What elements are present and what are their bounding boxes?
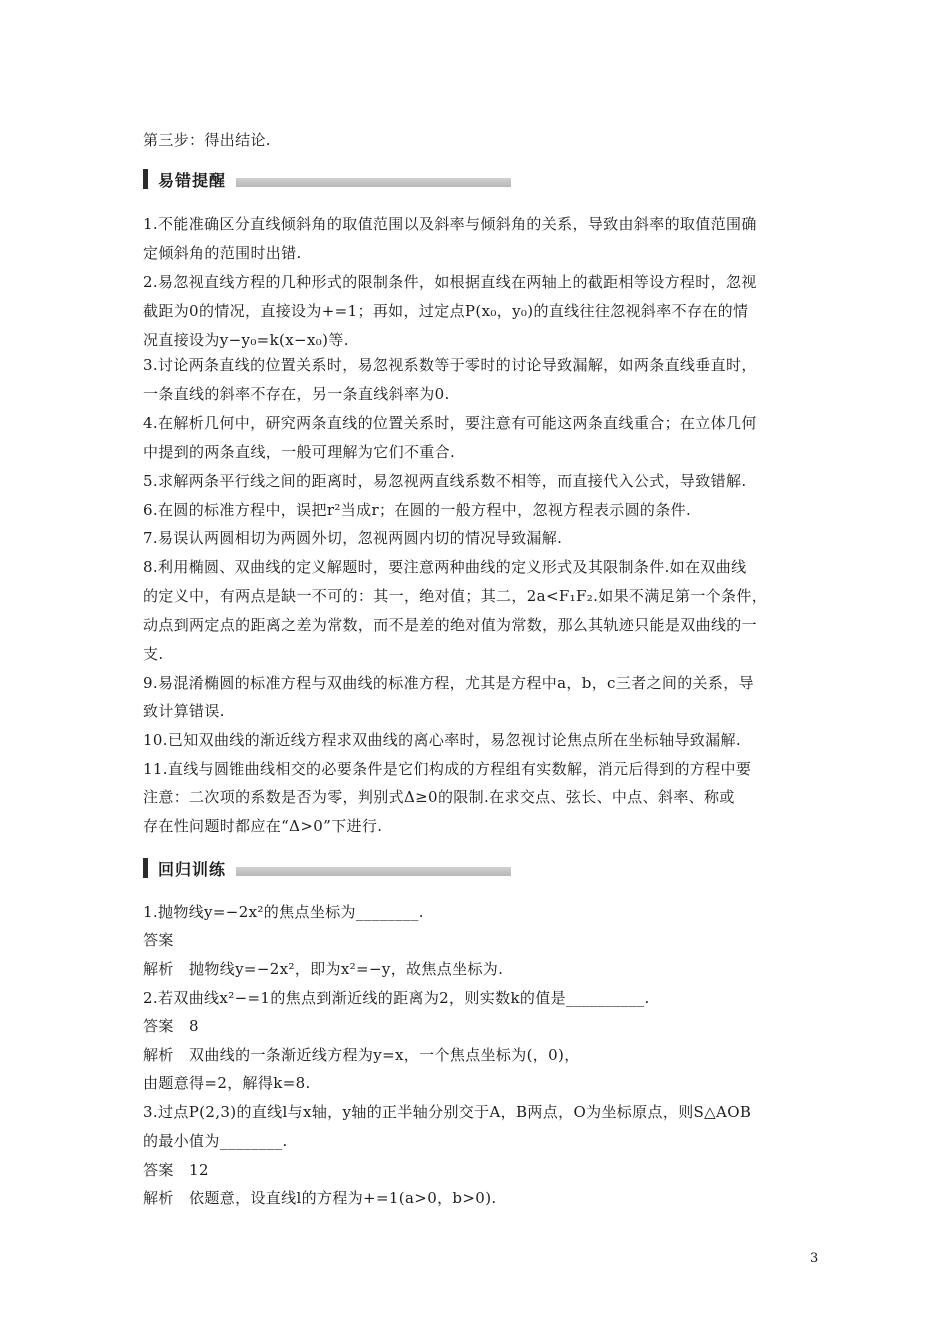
section-bar [143,169,148,189]
paragraph-line: 4.在解析几何中，研究两条直线的位置关系时，要注意有可能这两条直线重合；在立体几何 [143,414,757,432]
question-line: 3.过点P(2,3)的直线l与x轴，y轴的正半轴分别交于A，B两点，O为坐标原点，则S△AOB [143,1103,752,1121]
paragraph-line: 一条直线的斜率不存在，另一条直线斜率为0. [143,385,450,403]
paragraph-line: 1.不能准确区分直线倾斜角的取值范围以及斜率与倾斜角的关系，导致由斜率的取值范围确 [143,215,757,233]
paragraph-line: 11.直线与圆锥曲线相交的必要条件是它们构成的方程组有实数解，消元后得到的方程中要 [143,760,752,778]
question-line: 1.抛物线y=−2x²的焦点坐标为________. [143,903,424,921]
paragraph-line: 动点到两定点的距离之差为常数，而不是差的绝对值为常数，那么其轨迹只能是双曲线的一 [143,616,758,634]
paragraph-line: 6.在圆的标准方程中，误把r²当成r；在圆的一般方程中，忽视方程表示圆的条件. [143,501,692,519]
question-line: 2.若双曲线x²−=1的焦点到渐近线的距离为2，则实数k的值是__________. [143,989,650,1007]
paragraph-line: 截距为0的情况，直接设为+=1；再如，过定点P(x₀，y₀)的直线往往忽视斜率不存在的情 [143,302,749,320]
section-rule [236,867,511,876]
intro-text: 第三步：得出结论. [143,131,271,149]
paragraph-line: 的定义中，有两点是缺一不可的：其一，绝对值；其二，2a<F₁F₂.如果不满足第一个条件， [143,587,768,605]
section-bar [143,858,148,878]
paragraph-line: 7.易误认两圆相切为两圆外切，忽视两圆内切的情况导致漏解. [143,529,563,547]
paragraph-line: 定倾斜角的范围时出错. [143,244,302,262]
explanation-line: 由题意得=2，解得k=8. [143,1074,311,1092]
explanation-line: 解析 依题意，设直线l的方程为+=1(a>0，b>0). [143,1189,497,1207]
paragraph-line: 况直接设为y−y₀=k(x−x₀)等. [143,331,349,349]
section-title: 易错提醒 [158,170,227,190]
paragraph-line: 中提到的两条直线，一般可理解为它们不重合. [143,443,456,461]
section-rule [236,178,511,187]
paragraph-line: 2.易忽视直线方程的几种形式的限制条件，如根据直线在两轴上的截距相等设方程时，忽视 [143,273,757,291]
page-number: 3 [810,1251,819,1266]
paragraph-line: 致计算错误. [143,702,225,720]
paragraph-line: 9.易混淆椭圆的标准方程与双曲线的标准方程，尤其是方程中a，b，c三者之间的关系，导 [143,674,754,692]
explanation-line: 解析 双曲线的一条渐近线方程为y=x，一个焦点坐标为(，0)， [143,1046,580,1064]
answer-line: 答案 [143,931,174,949]
paragraph-line: 注意：二次项的系数是否为零，判别式Δ≥0的限制.在求交点、弦长、中点、斜率、称或 [143,788,735,806]
paragraph-line: 10.已知双曲线的渐近线方程求双曲线的离心率时，易忽视讨论焦点所在坐标轴导致漏解. [143,731,741,749]
paragraph-line: 存在性问题时都应在“Δ>0”下进行. [143,817,383,835]
answer-line: 答案 12 [143,1161,209,1179]
paragraph-line: 3.讨论两条直线的位置关系时，易忽视系数等于零时的讨论导致漏解，如两条直线垂直时， [143,356,757,374]
paragraph-line: 支. [143,645,164,663]
paragraph-line: 5.求解两条平行线之间的距离时，易忽视两直线系数不相等，而直接代入公式，导致错解. [143,472,747,490]
paragraph-line: 8.利用椭圆、双曲线的定义解题时，要注意两种曲线的定义形式及其限制条件.如在双曲线 [143,558,747,576]
section-title: 回归训练 [158,859,227,879]
section-header-review [143,857,511,879]
question-line: 的最小值为________. [143,1132,288,1150]
answer-line: 答案 8 [143,1017,199,1035]
explanation-line: 解析 抛物线y=−2x²，即为x²=−y，故焦点坐标为. [143,960,504,978]
section-header-mistakes [143,168,511,190]
